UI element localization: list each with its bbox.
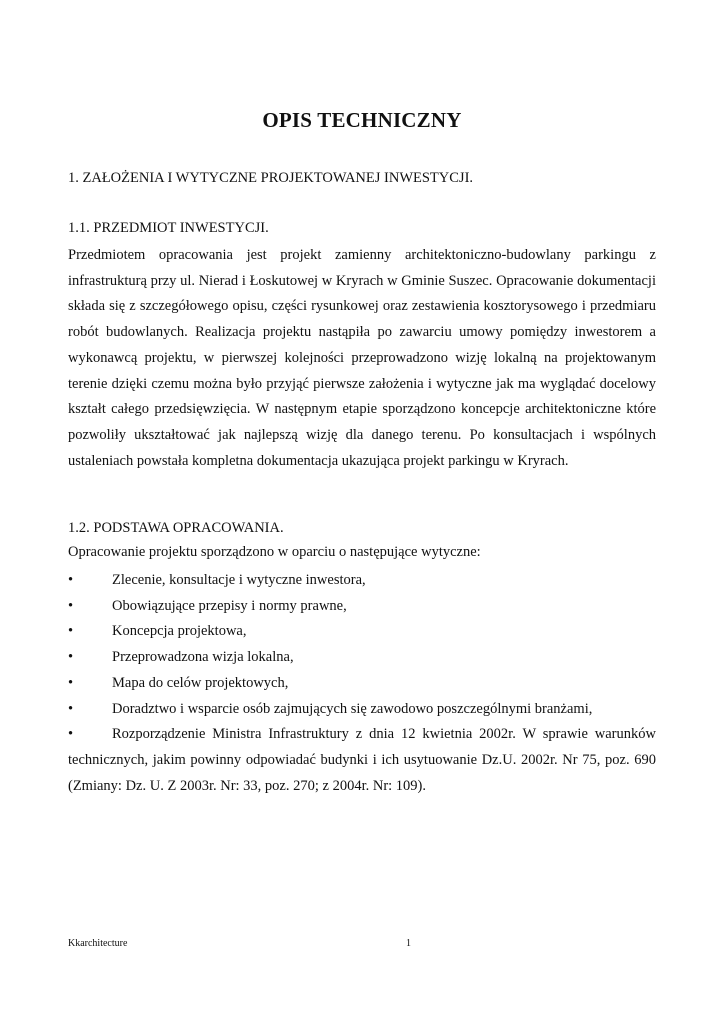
list-item	[68, 568, 656, 594]
list-item	[68, 671, 656, 697]
list-item-text: Doradztwo i wsparcie osób zajmujących się zawodowo poszczególnymi branżami,	[112, 700, 593, 717]
list-item-text: Zlecenie, konsultacje i wytyczne inwestora,	[112, 572, 366, 588]
requirements-list	[68, 568, 656, 799]
footer-company: Kkarchitecture	[68, 938, 128, 949]
list-item	[68, 722, 656, 799]
list-item	[68, 697, 656, 723]
section-1-2-heading: 1.2. PODSTAWA OPRACOWANIA.	[68, 520, 284, 536]
page-title: OPIS TECHNICZNY	[262, 108, 462, 132]
bullet-marker: •	[68, 674, 74, 691]
list-item-text: Koncepcja projektowa,	[112, 623, 247, 640]
bullet-marker: •	[68, 623, 74, 640]
bullet-marker: •	[68, 726, 74, 743]
list-item-text: Rozporządzenie Ministra Infrastruktury z dnia 12 kwietnia 2002r. W sprawie warunków technicznych, jakim powinny odpowiadać budynki i ich usytuowanie Dz.U. 2002r. Nr 75, poz. 690 (Zmiany: Dz. U. Z 2003r. Nr: 33, poz. 270; z 2004r. Nr: 109).	[68, 726, 656, 794]
bullet-marker: •	[68, 700, 74, 717]
list-item	[68, 594, 656, 620]
section-1-2-intro: Opracowanie projektu sporządzono w oparciu o następujące wytyczne:	[68, 544, 481, 560]
list-item-text: Przeprowadzona wizja lokalna,	[112, 649, 294, 666]
bullet-marker: •	[68, 597, 74, 614]
list-item-text: Mapa do celów projektowych,	[112, 674, 289, 691]
bullet-marker: •	[68, 649, 74, 666]
bullet-marker: •	[68, 572, 74, 588]
list-item	[68, 619, 656, 645]
section-1-1-paragraph: Przedmiotem opracowania jest projekt zamienny architektoniczno-budowlany parkingu z infrastrukturą przy ul. Nierad i Łoskutowej w Kryrach w Gminie Suszec. Opracowanie dokumentacji składa się z szczegółowego opisu, części rysunkowej oraz zestawienia kosztorysowego i przedmiaru robót budowlanych. Realizacja projektu nastąpiła po zawarciu umowy pomiędzy inwestorem a wykonawcą projektu, w pierwszej kolejności przeprowadzono wizję lokalną na projektowanym terenie dzięki czemu można było przyjąć pierwsze założenia i wytyczne jak ma wyglądać docelowy kształt całego przedsięwzięcia. W następnym etapie sporządzono koncepcje architektoniczne które pozwoliły ukształtować jak najlepszą wizję dla danego terenu. Po konsultacjach i wspólnych ustaleniach powstała kompletna dokumentacja ukazująca projekt parkingu w Kryrach.	[68, 247, 656, 469]
section-1-1-heading: 1.1. PRZEDMIOT INWESTYCJI.	[68, 220, 269, 236]
section-1-heading: 1. ZAŁOŻENIA I WYTYCZNE PROJEKTOWANEJ INWESTYCJI.	[68, 170, 474, 186]
list-item	[68, 645, 656, 671]
footer-page-number: 1	[406, 938, 411, 949]
list-item-text: Obowiązujące przepisy i normy prawne,	[112, 597, 347, 614]
